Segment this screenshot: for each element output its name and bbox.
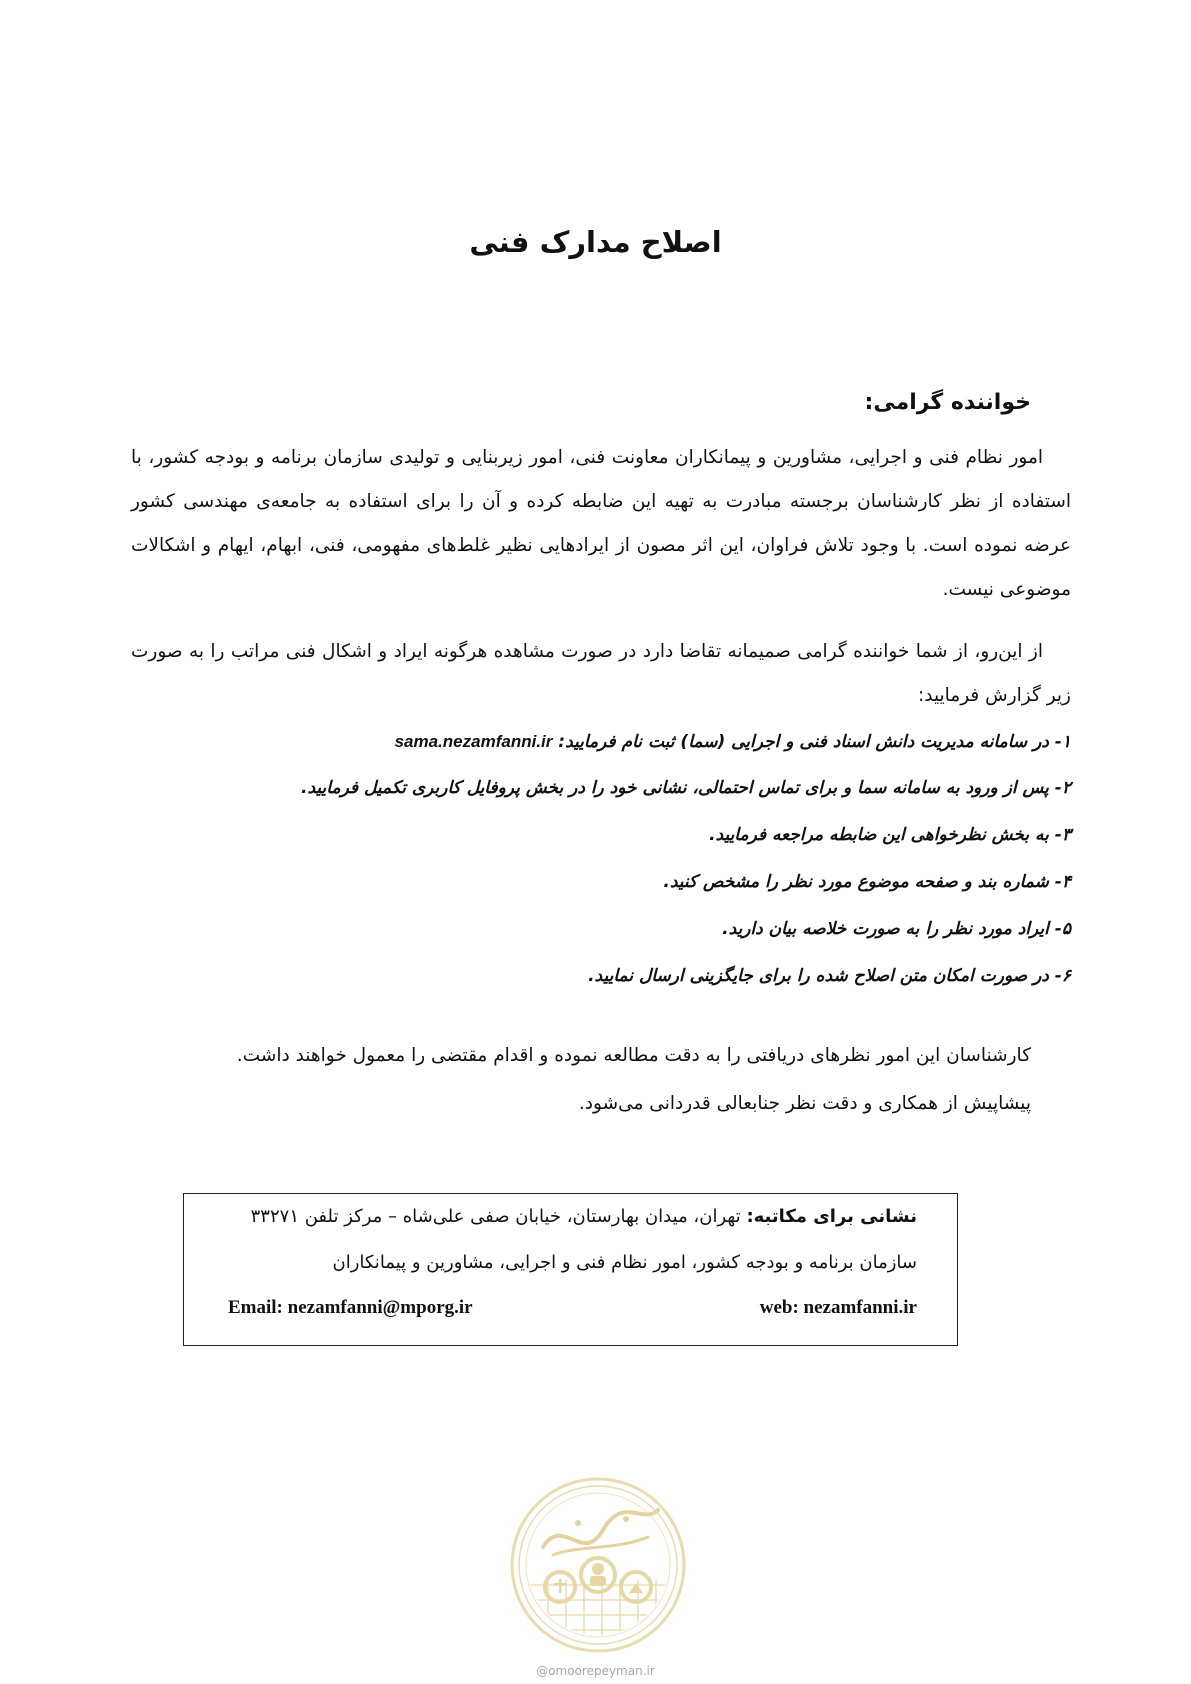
steps-list <box>111 718 1071 1000</box>
step-item <box>111 906 1071 953</box>
watermark-handle: @omoorepeyman.ir <box>536 1664 655 1678</box>
request-paragraph-text: از این‌رو، از شما خواننده گرامی صمیمانه تقاضا دارد در صورت مشاهده هرگونه ایراد و اشکال فنی مراتب را به صورت زیر گزارش فرمایید: <box>131 641 1071 706</box>
closing-paragraph <box>131 1032 1031 1128</box>
contact-label: نشانی برای مکاتبه: <box>746 1206 917 1227</box>
step-item <box>111 718 1071 765</box>
step-number: ۶- <box>1054 966 1071 986</box>
closing-line-1: کارشناسان این امور نظرهای دریافتی را به دقت مطالعه نموده و اقدام مقتضی را معمول خواهند داشت. <box>236 1045 1031 1066</box>
step-item <box>111 859 1071 906</box>
step-text: در صورت امکان متن اصلاح شده را برای جایگزینی ارسال نمایید. <box>588 966 1049 986</box>
watermark-seal-icon <box>508 1475 688 1655</box>
step-number: ۵- <box>1054 919 1071 939</box>
step-text: به بخش نظرخواهی این ضابطه مراجعه فرمایید. <box>709 825 1049 845</box>
contact-org: سازمان برنامه و بودجه کشور، امور نظام فنی و اجرایی، مشاورین و پیمانکاران <box>332 1252 917 1273</box>
step-number: ۱- <box>1054 732 1071 752</box>
contact-web[interactable]: web: nezamfanni.ir <box>759 1297 917 1318</box>
closing-line-2: پیشاپیش از همکاری و دقت نظر جنابعالی قدردانی می‌شود. <box>578 1093 1031 1114</box>
request-paragraph <box>131 630 1071 718</box>
step-text: در سامانه مدیریت دانش اسناد فنی و اجرایی (سما) ثبت نام فرمایید: <box>558 732 1049 752</box>
step-item <box>111 953 1071 1000</box>
step-number: ۲- <box>1054 778 1071 798</box>
contact-links <box>228 1297 917 1325</box>
contact-email[interactable]: Email: nezamfanni@mporg.ir <box>228 1297 473 1318</box>
step-number: ۴- <box>1054 872 1071 892</box>
contact-address-line <box>251 1206 917 1227</box>
step-item <box>111 812 1071 859</box>
contact-address: تهران، میدان بهارستان، خیابان صفی علی‌شاه – مرکز تلفن ۳۳۲۷۱ <box>250 1206 741 1227</box>
greeting-heading: خواننده گرامی: <box>864 390 1031 415</box>
step-number: ۳- <box>1054 825 1071 845</box>
sama-link[interactable]: sama.nezamfanni.ir <box>394 732 553 751</box>
intro-paragraph-text: امور نظام فنی و اجرایی، مشاورین و پیمانکاران معاونت فنی، امور زیربنایی و تولیدی سازمان برنامه و بودجه کشور، با استفاده از نظر کارشناسان برجسته مبادرت به تهیه این ضابطه کرده و آن را برای استفاده به جامعه‌ی مهندسی کشور عرضه نموده است. با وجود تلاش فراوان، این اثر مصون از ایرادهایی نظیر غلط‌های مفهومی، فنی، ابهام، ایهام و اشکالات موضوعی نیست. <box>131 447 1071 600</box>
page-title: اصلاح مدارک فنی <box>469 225 722 259</box>
step-text: ایراد مورد نظر را به صورت خلاصه بیان دارید. <box>722 919 1049 939</box>
step-text: پس از ورود به سامانه سما و برای تماس احتمالی، نشانی خود را در بخش پروفایل کاربری تکمیل فرمایید. <box>301 778 1049 798</box>
contact-box <box>183 1193 958 1346</box>
step-item <box>111 765 1071 812</box>
intro-paragraph <box>131 436 1071 612</box>
step-text: شماره بند و صفحه موضوع مورد نظر را مشخص کنید. <box>663 872 1049 892</box>
